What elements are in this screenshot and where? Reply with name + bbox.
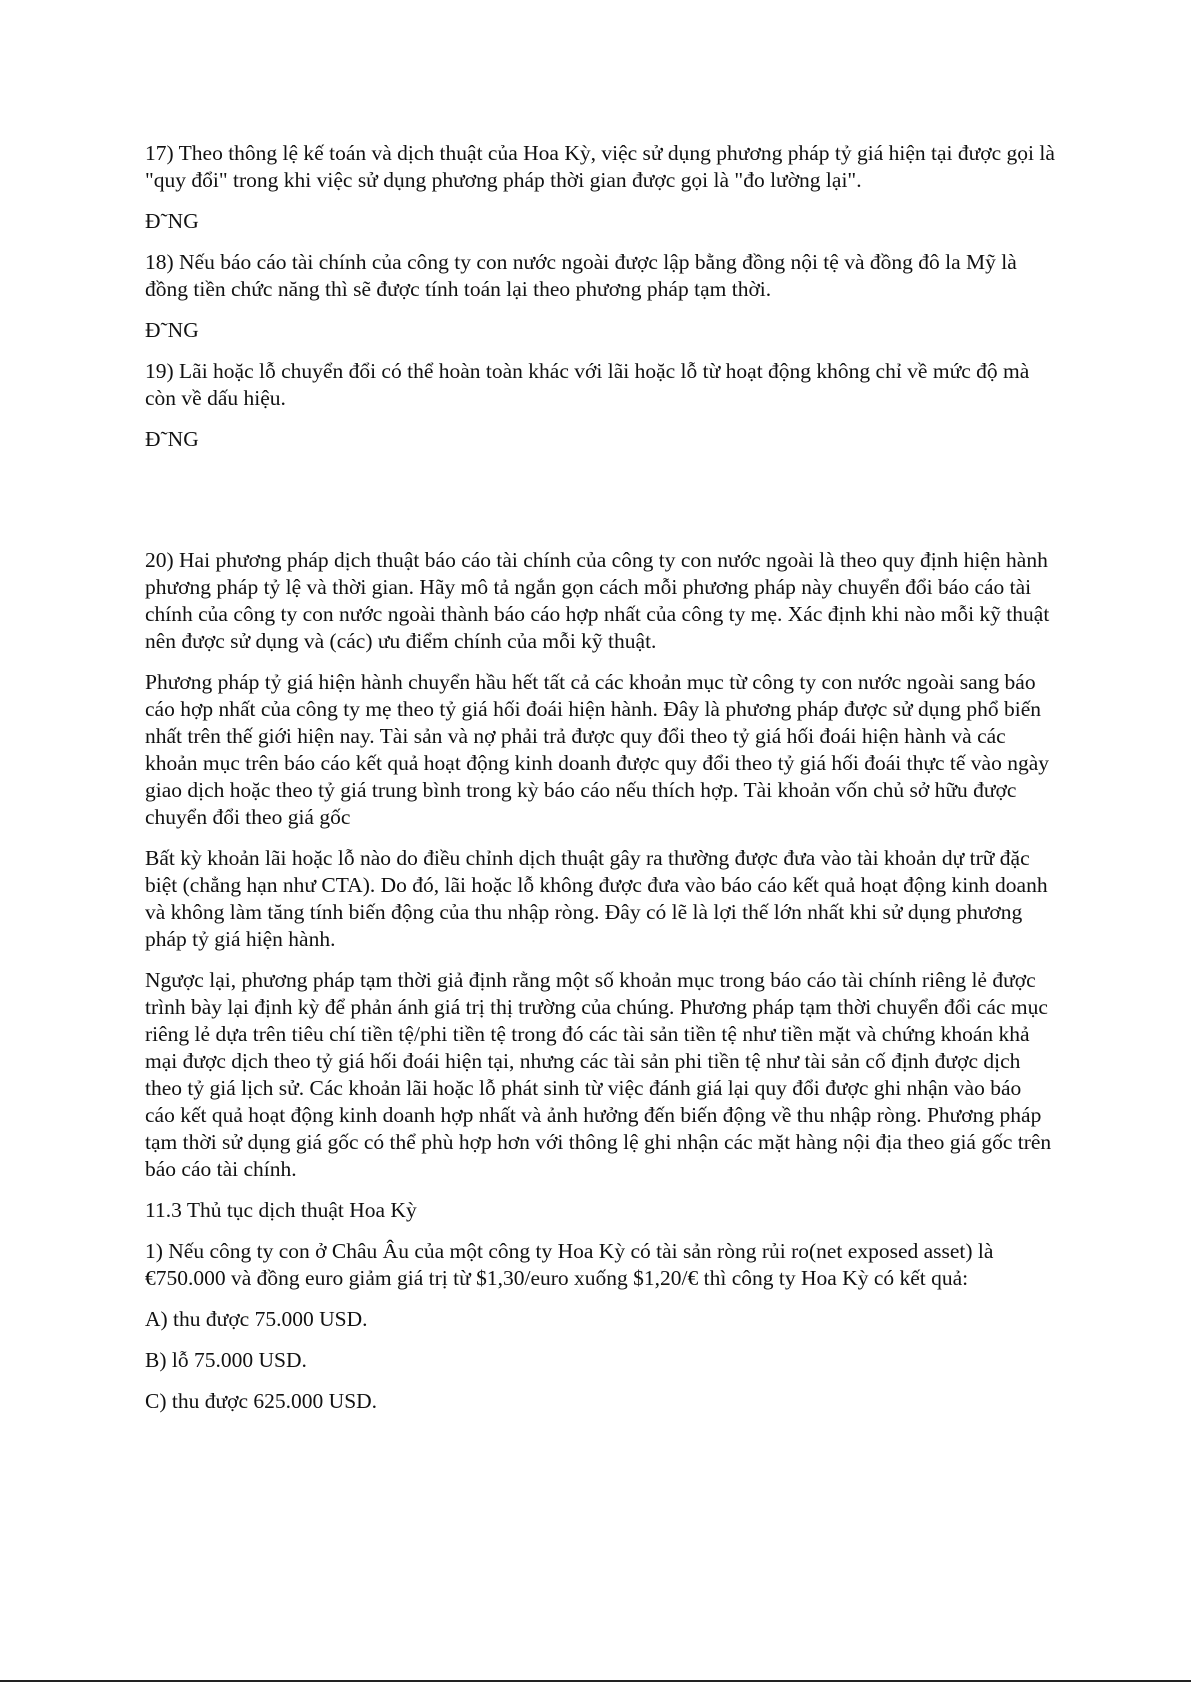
page-gap [145, 467, 1055, 547]
mcq-option-c: C) thu được 625.000 USD. [145, 1389, 378, 1413]
mcq-stem: 1) Nếu công ty con ở Châu Âu của một công ty Hoa Kỳ có tài sản ròng rủi ro(net exposed asset) là €750.000 và đồng euro giảm giá trị từ $1,30/euro xuống $1,20/€ thì công ty Hoa Kỳ có kết quả: [145, 1239, 994, 1290]
question-20-answer-paragraph: Phương pháp tỷ giá hiện hành chuyển hầu hết tất cả các khoản mục từ công ty con nước ngoài sang báo cáo hợp nhất của công ty mẹ theo tỷ giá hối đoái hiện hành. Đây là phương pháp được sử dụng phổ biến nhất trên thế giới hiện nay. Tài sản và nợ phải trả được quy đổi theo tỷ giá hối đoái hiện hành và các khoản mục trên báo cáo kết quả hoạt động kinh doanh được quy đổi theo tỷ giá hối đoái thực tế vào ngày giao dịch hoặc theo tỷ giá trung bình trong kỳ báo cáo nếu thích hợp. Tài khoản vốn chủ sở hữu được chuyển đổi theo giá gốc [145, 670, 1050, 829]
section-heading: 11.3 Thủ tục dịch thuật Hoa Kỳ [145, 1198, 417, 1222]
question-19-answer: Đ˜NG [145, 427, 199, 451]
question-19-text: 19) Lãi hoặc lỗ chuyển đổi có thể hoàn toàn khác với lãi hoặc lỗ từ hoạt động không chỉ về mức độ mà còn về dấu hiệu. [145, 359, 1030, 410]
question-17-answer: Đ˜NG [145, 209, 199, 233]
mcq-option-b: B) lỗ 75.000 USD. [145, 1348, 307, 1372]
question-18-answer: Đ˜NG [145, 318, 199, 342]
mcq-option-a: A) thu được 75.000 USD. [145, 1307, 368, 1331]
question-20-answer-paragraph: Ngược lại, phương pháp tạm thời giả định rằng một số khoản mục trong báo cáo tài chính riêng lẻ được trình bày lại định kỳ để phản ánh giá trị thị trường của chúng. Phương pháp tạm thời chuyển đổi các mục riêng lẻ dựa trên tiêu chí tiền tệ/phi tiền tệ trong đó các tài sản tiền tệ như tiền mặt và chứng khoán khả mại được dịch theo tỷ giá hối đoái hiện tại, nhưng các tài sản phi tiền tệ như tài sản cố định được dịch theo tỷ giá lịch sử. Các khoản lãi hoặc lỗ phát sinh từ việc đánh giá lại quy đổi được ghi nhận vào báo cáo kết quả hoạt động kinh doanh hợp nhất và ảnh hưởng đến biến động về thu nhập ròng. Phương pháp tạm thời sử dụng giá gốc có thể phù hợp hơn với thông lệ ghi nhận các mặt hàng nội địa theo giá gốc trên báo cáo tài chính. [145, 968, 1052, 1181]
question-20-text: 20) Hai phương pháp dịch thuật báo cáo tài chính của công ty con nước ngoài là theo quy định hiện hành phương pháp tỷ lệ và thời gian. Hãy mô tả ngắn gọn cách mỗi phương pháp này chuyển đổi báo cáo tài chính của công ty con nước ngoài thành báo cáo hợp nhất của công ty mẹ. Xác định khi nào mỗi kỹ thuật nên được sử dụng và (các) ưu điểm chính của mỗi kỹ thuật. [145, 548, 1050, 653]
question-18-text: 18) Nếu báo cáo tài chính của công ty con nước ngoài được lập bằng đồng nội tệ và đồng đô la Mỹ là đồng tiền chức năng thì sẽ được tính toán lại theo phương pháp tạm thời. [145, 250, 1017, 301]
document-page [145, 140, 1055, 1429]
question-17-text: 17) Theo thông lệ kế toán và dịch thuật của Hoa Kỳ, việc sử dụng phương pháp tỷ giá hiện tại được gọi là "quy đổi" trong khi việc sử dụng phương pháp thời gian được gọi là "đo lường lại". [145, 141, 1055, 192]
question-20-answer-paragraph: Bất kỳ khoản lãi hoặc lỗ nào do điều chỉnh dịch thuật gây ra thường được đưa vào tài khoản dự trữ đặc biệt (chẳng hạn như CTA). Do đó, lãi hoặc lỗ không được đưa vào báo cáo kết quả hoạt động kinh doanh và không làm tăng tính biến động của thu nhập ròng. Đây có lẽ là lợi thế lớn nhất khi sử dụng phương pháp tỷ giá hiện hành. [145, 846, 1048, 951]
bottom-divider [0, 1680, 1191, 1682]
